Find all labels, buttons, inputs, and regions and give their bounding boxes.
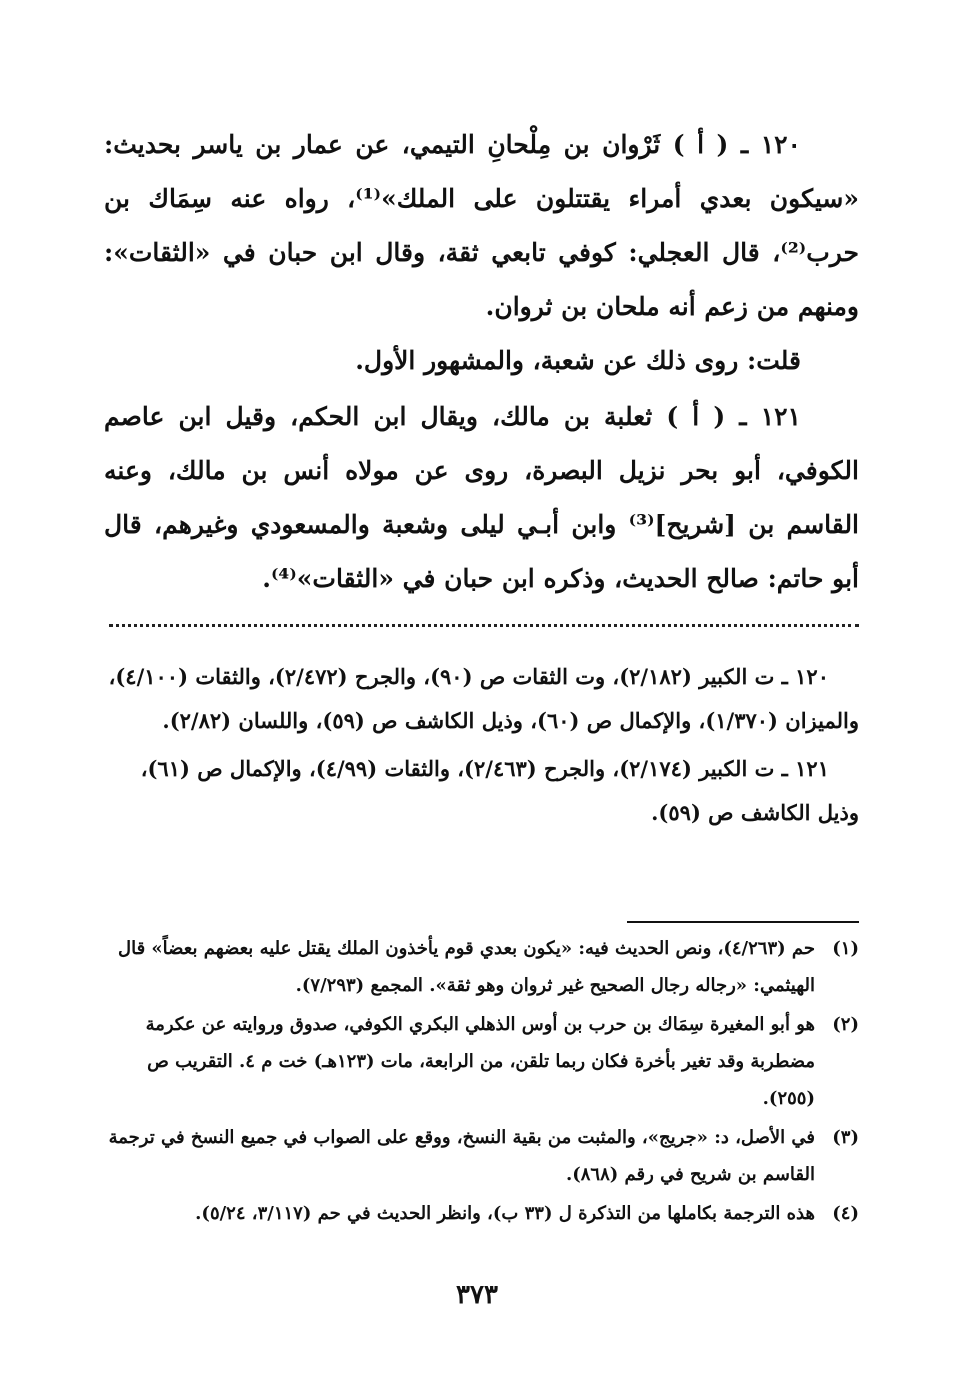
page-number: ٣٧٣ xyxy=(456,1280,498,1310)
footnote-number: (١) xyxy=(832,938,859,959)
footnote-number: (٤) xyxy=(832,1203,859,1224)
footnote-4 xyxy=(94,1195,859,1232)
footnote-text: في الأصل، د: «جريج»، والمثبت من بقية النسخ، ووقع على الصواب في جميع النسخ في ترجمة القاسم بن شريح في رقم (٨٦٨). xyxy=(108,1127,815,1185)
footnote-text: هو أبو المغيرة سِمَاك بن حرب بن أوس الذهلي البكري الكوفي، صدوق وروايته عن عكرمة مضطربة وقد تغير بأخرة فكان ربما تلقن، من الرابعة، مات (١٢٣هـ) خت م ٤. التقريب ص (٢٥٥). xyxy=(145,1014,815,1109)
footnote-2 xyxy=(94,1006,859,1117)
footnote-number: (٣) xyxy=(832,1127,859,1148)
dotted-separator xyxy=(109,624,859,627)
sources-section xyxy=(104,655,859,835)
footnote-text: حم (٤/٢٦٣)، ونص الحديث فيه: «يكون بعدي قوم يأخذون الملك يقتل عليه بعضهم بعضاً» قال الهيثمي: «رجاله رجال الصحيح غير ثروان وهو ثقة». المجمع (٧/٢٩٣). xyxy=(118,938,815,996)
entry-120-note: قلت: روى ذلك عن شعبة، والمشهور الأول. xyxy=(355,346,801,375)
footnote-1 xyxy=(94,930,859,1004)
footnote-number: (٢) xyxy=(832,1014,859,1035)
entry-120: ١٢٠ ـ ( أ ) ثَرْوان بن مِلْحانِ التيمي، عن عمار بن ياسر بحديث: «سيكون بعدي أمراء يقتتلون على الملك»⁽¹⁾، رواه عنه سِمَاك بن حرب⁽²⁾، قال العجلي: كوفي تابعي ثقة، وقال ابن حبان في «الثقات»: ومنهم من زعم أنه ملحان بن ثروان. xyxy=(104,130,859,321)
entry-121: ١٢١ ـ ( أ ) ثعلبة بن مالك، ويقال ابن الحكم، وقيل ابن عاصم الكوفي، أبو بحر نزيل البصرة، روى عن مولاه أنس بن مالك، وعنه القاسم بن [شريح]⁽³⁾ وابن أبـي ليلى وشعبة والمسعودي وغيرهم، قال أبو حاتم: صالح الحديث، وذكره ابن حبان في «الثقات»⁽⁴⁾. xyxy=(104,402,860,593)
sources-120: ١٢٠ ـ ت الكبير (٢/١٨٢)، وت الثقات ص (٩٠)، والجرح (٢/٤٧٢)، والثقات (٤/١٠٠)، والميزان (١/٣٧٠)، والإكمال ص (٦٠)، وذيل الكاشف ص (٥٩)، واللسان (٢/٨٢). xyxy=(108,664,859,733)
footnote-rule xyxy=(627,921,859,923)
footnote-text: هذه الترجمة بكاملها من التذكرة ل (٣٣ ب)، وانظر الحديث في حم (٣/١١٧، ٥/٢٤). xyxy=(195,1203,815,1224)
sources-121: ١٢١ ـ ت الكبير (٢/١٧٤)، والجرح (٢/٤٦٣)، والثقات (٤/٩٩)، والإكمال ص (٦١)، وذيل الكاشف ص (٥٩). xyxy=(140,756,859,825)
main-text xyxy=(104,118,859,606)
footnotes-section xyxy=(94,930,859,1234)
footnote-3 xyxy=(94,1119,859,1193)
